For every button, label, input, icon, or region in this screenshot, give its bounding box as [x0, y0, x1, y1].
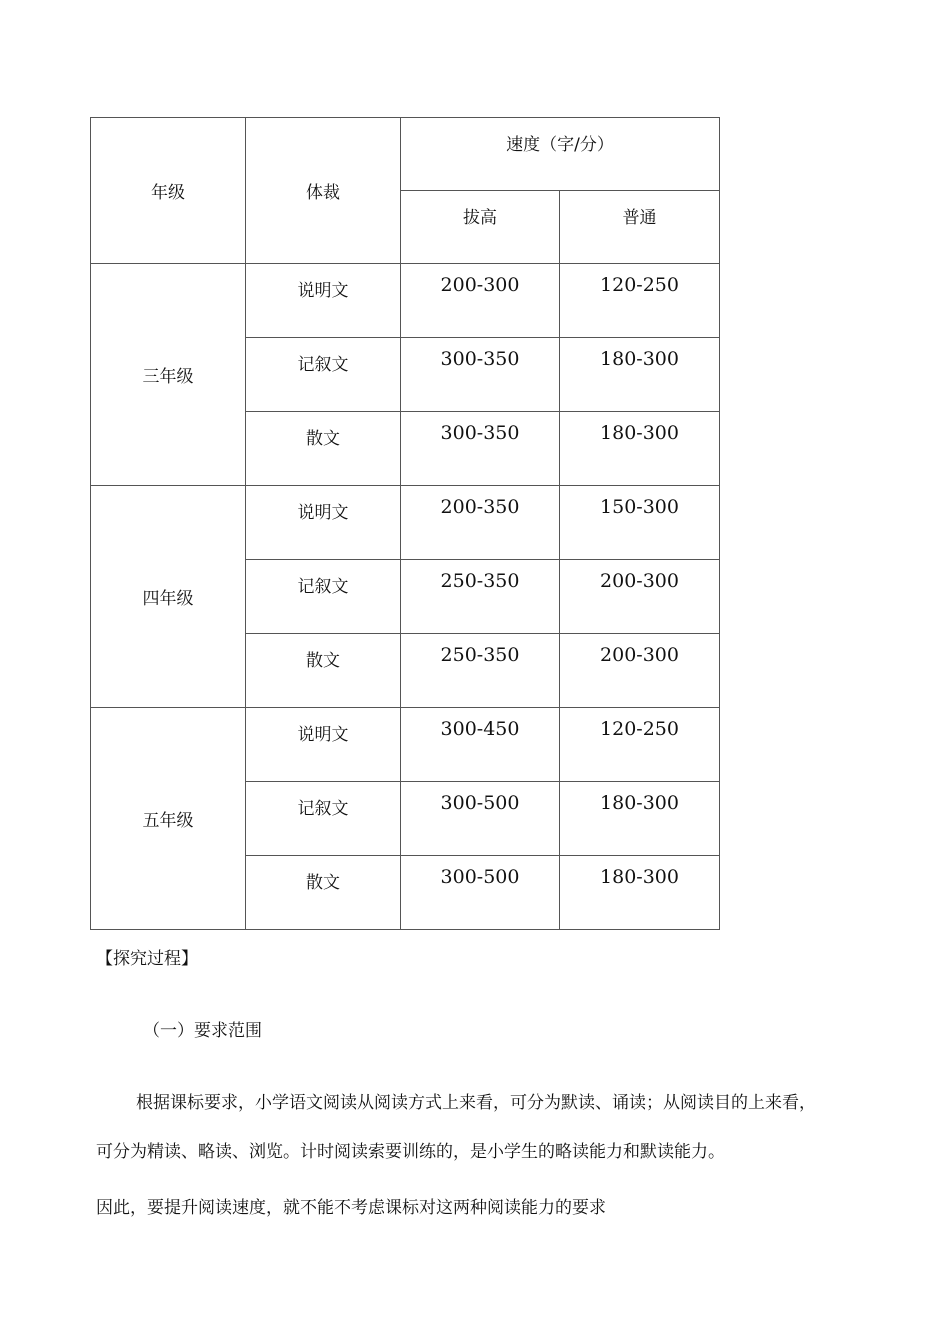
- paragraph-line-1: 根据课标要求，小学语文阅读从阅读方式上来看，可分为默读、诵读；从阅读目的上来看，: [136, 1093, 816, 1113]
- fast-cell: 300-450: [401, 708, 560, 782]
- fast-cell: 300-350: [401, 412, 560, 486]
- genre-cell: 散文: [246, 634, 401, 708]
- fast-cell: 200-300: [401, 264, 560, 338]
- fast-cell: 300-350: [401, 338, 560, 412]
- header-normal: 普通: [560, 191, 720, 264]
- fast-cell: 250-350: [401, 560, 560, 634]
- normal-cell: 180-300: [560, 338, 720, 412]
- genre-cell: 记叙文: [246, 560, 401, 634]
- header-genre: 体裁: [246, 118, 401, 264]
- normal-cell: 120-250: [560, 708, 720, 782]
- normal-cell: 200-300: [560, 634, 720, 708]
- normal-cell: 180-300: [560, 856, 720, 930]
- subsection-title: （一）要求范围: [143, 1021, 262, 1041]
- grade-cell: 三年级: [91, 264, 246, 486]
- fast-cell: 250-350: [401, 634, 560, 708]
- grade-cell: 四年级: [91, 486, 246, 708]
- header-grade: 年级: [91, 118, 246, 264]
- paragraph-line-2: 可分为精读、略读、浏览。计时阅读索要训练的，是小学生的略读能力和默读能力。: [96, 1142, 725, 1162]
- paragraph-line-3: 因此，要提升阅读速度，就不能不考虑课标对这两种阅读能力的要求: [96, 1198, 606, 1218]
- genre-cell: 说明文: [246, 708, 401, 782]
- fast-cell: 300-500: [401, 782, 560, 856]
- normal-cell: 200-300: [560, 560, 720, 634]
- normal-cell: 180-300: [560, 412, 720, 486]
- genre-cell: 记叙文: [246, 338, 401, 412]
- normal-cell: 150-300: [560, 486, 720, 560]
- genre-cell: 散文: [246, 412, 401, 486]
- normal-cell: 180-300: [560, 782, 720, 856]
- section-title: 【探究过程】: [96, 949, 198, 969]
- genre-cell: 散文: [246, 856, 401, 930]
- normal-cell: 120-250: [560, 264, 720, 338]
- genre-cell: 记叙文: [246, 782, 401, 856]
- fast-cell: 300-500: [401, 856, 560, 930]
- genre-cell: 说明文: [246, 264, 401, 338]
- header-fast: 拔高: [401, 191, 560, 264]
- header-speed: 速度（字/分）: [401, 118, 720, 191]
- grade-cell: 五年级: [91, 708, 246, 930]
- genre-cell: 说明文: [246, 486, 401, 560]
- fast-cell: 200-350: [401, 486, 560, 560]
- reading-speed-table: [90, 117, 720, 930]
